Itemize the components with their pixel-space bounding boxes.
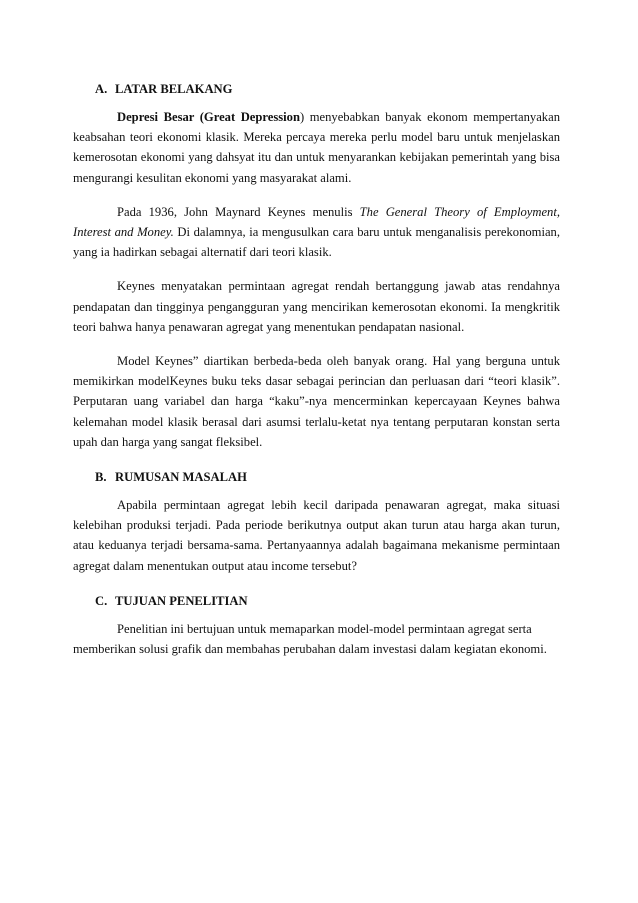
paragraph — [73, 202, 560, 263]
paragraph: Model Keynes” diartikan berbeda-beda oleh banyak orang. Hal yang berguna untuk memikirkan modelKeynes buku teks dasar sebagai perincian dan perluasan dari “teori klasik”. Perputaran uang variabel dan harga “kaku”-nya mencerminkan kepercayaan Keynes bahwa kelemahan model klasik berasal dari asumsi terlalu-ketat nya tentang perputaran konstan serta upah dan harga yang sangat fleksibel. — [73, 354, 560, 449]
paragraph: Keynes menyatakan permintaan agregat rendah bertanggung jawab atas rendahnya pendapatan dan tingginya pengangguran yang mencirikan kemerosotan ekonomi. Ia mengkritik teori bahwa hanya penawaran agregat yang menentukan pendapatan nasional. — [73, 279, 560, 334]
section-letter: A. — [95, 82, 108, 96]
paragraph-text: Pada 1936, John Maynard Keynes menulis — [117, 204, 360, 219]
section-title: TUJUAN PENELITIAN — [115, 593, 248, 608]
section-heading-tujuan-penelitian — [95, 592, 560, 610]
book-title: The General Theory of Employment, Interest and Money. — [73, 204, 561, 240]
paragraph-text: Di dalamnya, ia mengusulkan cara baru untuk menganalisis perekonomian, yang ia hadirkan sebagai alternatif dari teori klasik. — [73, 225, 560, 260]
paragraph-text: ) menyebabkan banyak ekonom mempertanyakan keabsahan teori ekonomi klasik. Mereka percaya mereka perlu model baru untuk menjelaskan kemerosotan ekonomi yang dahsyat itu dan untuk menyarankan kebijakan pemerintah yang bisa mengurangi kesulitan ekonomi yang masyarakat alami. — [73, 110, 560, 185]
paragraph — [73, 107, 560, 188]
paragraph: Penelitian ini bertujuan untuk memaparkan model-model permintaan agregat serta memberikan solusi grafik dan membahas perubahan dalam investasi dalam kegiatan ekonomi. — [73, 621, 547, 657]
section-letter: B. — [95, 470, 107, 485]
paragraph: Apabila permintaan agregat lebih kecil daripada penawaran agregat, maka situasi kelebihan produksi terjadi. Pada periode berikutnya output akan turun atau harga akan turun, atau keduanya terjadi bersama-sama. Pertanyaannya adalah bagaimana mekanisme permintaan agregat dalam menentukan output atau income tersebut? — [73, 498, 560, 573]
section-heading-latar-belakang — [95, 80, 560, 98]
section-heading-rumusan-masalah — [95, 468, 560, 486]
section-title: LATAR BELAKANG — [115, 82, 233, 96]
bold-phrase: Depresi Besar (Great Depression — [117, 110, 300, 124]
section-letter: C. — [95, 593, 108, 608]
section-title: RUMUSAN MASALAH — [115, 470, 247, 485]
